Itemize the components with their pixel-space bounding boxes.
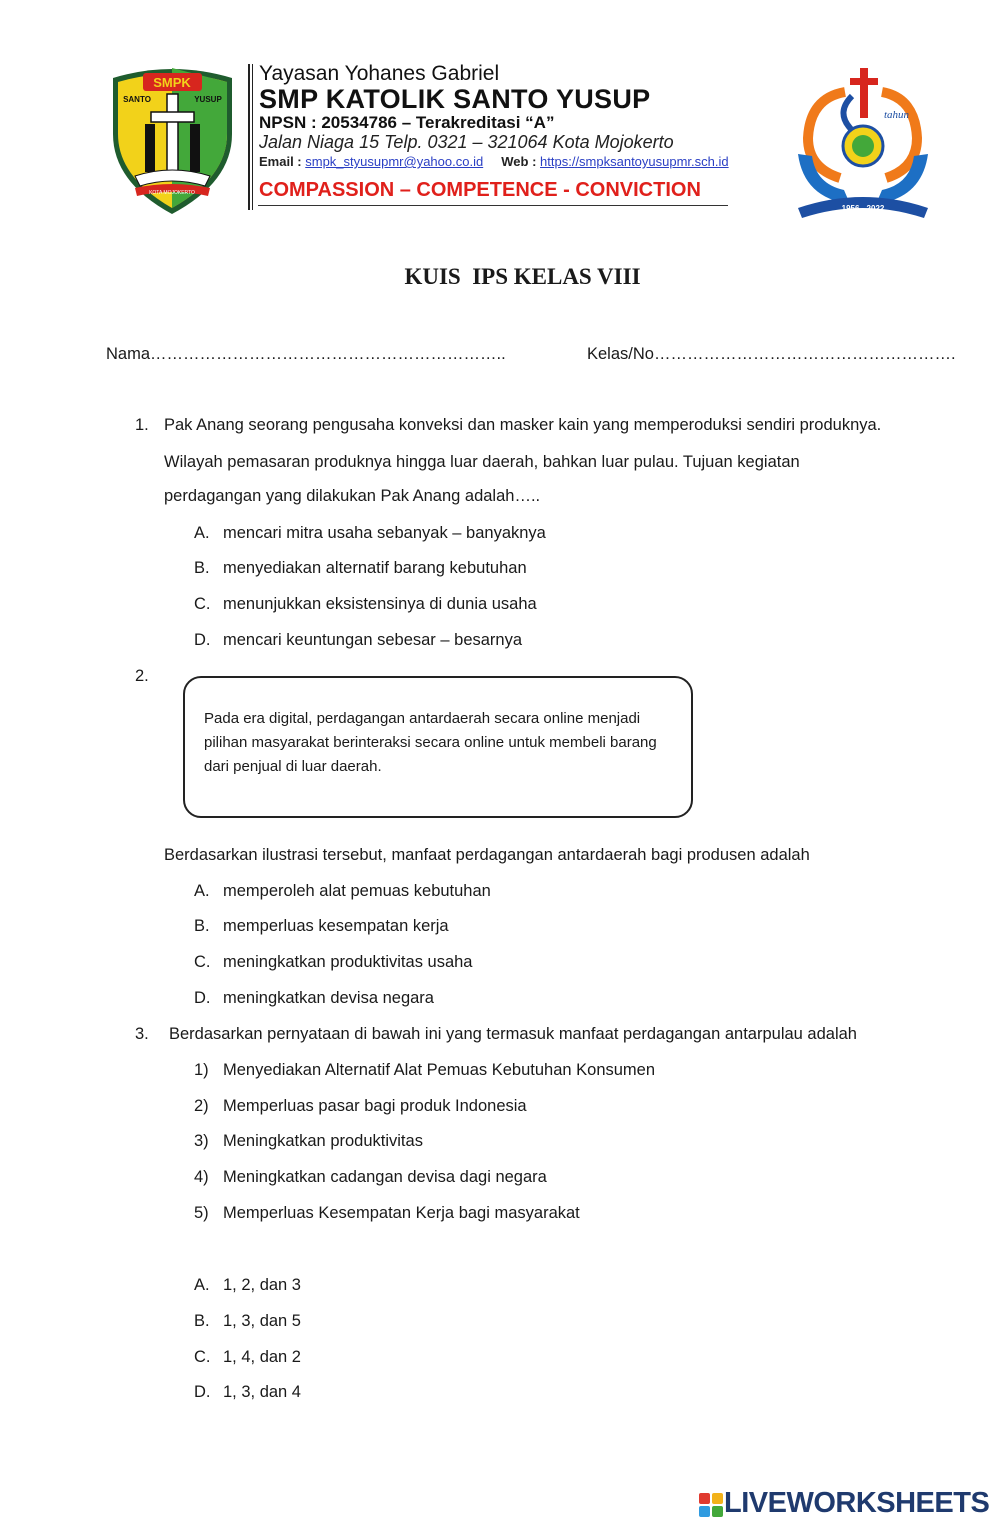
question-2-option-b-label[interactable]: B.: [194, 917, 210, 935]
statement-3: Meningkatkan produktivitas: [223, 1132, 423, 1150]
question-2-option-d[interactable]: meningkatkan devisa negara: [223, 989, 434, 1007]
question-1-line-3: perdagangan yang dilakukan Pak Anang adalah…..: [164, 487, 541, 505]
email-link[interactable]: smpk_styusupmr@yahoo.co.id: [305, 154, 484, 169]
class-number-field[interactable]: Kelas/No……………………………………………….: [587, 345, 956, 363]
statement-4-label: 4): [194, 1168, 209, 1186]
quiz-title: KUIS IPS KELAS VIII: [404, 264, 641, 289]
question-2-number: 2.: [135, 667, 149, 685]
crest-text: SMPK: [153, 75, 191, 90]
question-3-option-d-label[interactable]: D.: [194, 1383, 211, 1401]
web-link[interactable]: https://smpksantoyusupmr.sch.id: [540, 154, 729, 169]
question-2-option-a-label[interactable]: A.: [194, 882, 210, 900]
statement-2: Memperluas pasar bagi produk Indonesia: [223, 1097, 527, 1115]
question-1-option-c[interactable]: menunjukkan eksistensinya di dunia usaha: [223, 595, 537, 613]
statement-2-label: 2): [194, 1097, 209, 1115]
statement-1: Menyediakan Alternatif Alat Pemuas Kebutuhan Konsumen: [223, 1061, 656, 1079]
letterhead-divider: [248, 64, 250, 210]
school-motto: COMPASSION – COMPETENCE - CONVICTION: [259, 179, 701, 201]
foundation-name: Yayasan Yohanes Gabriel: [259, 62, 500, 85]
liveworksheets-brand[interactable]: LIVEWORKSHEETS: [724, 1487, 990, 1519]
question-3-prompt: Berdasarkan pernyataan di bawah ini yang termasuk manfaat perdagangan antarpulau adalah: [169, 1025, 857, 1043]
statement-1-label: 1): [194, 1061, 209, 1079]
question-1-option-b-label[interactable]: B.: [194, 559, 210, 577]
crest-right-text: YUSUP: [194, 95, 222, 104]
question-1-line-1: Pak Anang seorang pengusaha konveksi dan masker kain yang memperoduksi sendiri produknya.: [164, 416, 882, 434]
question-1-number: 1.: [135, 416, 149, 434]
name-field[interactable]: Nama………………………………………………………..: [106, 345, 506, 363]
question-2-option-c-label[interactable]: C.: [194, 953, 211, 971]
question-1-option-d-label[interactable]: D.: [194, 631, 211, 649]
anniversary-years: 1956 - 2022: [841, 204, 885, 213]
question-1-line-2: Wilayah pemasaran produknya hingga luar daerah, bahkan luar pulau. Tujuan kegiatan: [164, 453, 800, 471]
statement-3-label: 3): [194, 1132, 209, 1150]
school-npsn: NPSN : 20534786 – Terakreditasi “A”: [259, 113, 555, 132]
question-2-option-d-label[interactable]: D.: [194, 989, 211, 1007]
question-3-option-a[interactable]: 1, 2, dan 3: [223, 1276, 301, 1294]
question-1-option-a-label[interactable]: A.: [194, 524, 210, 542]
question-3-option-c-label[interactable]: C.: [194, 1348, 211, 1366]
crest-left-text: SANTO: [123, 95, 151, 104]
question-2-option-b[interactable]: memperluas kesempatan kerja: [223, 917, 449, 935]
crest-ribbon-text: KOTA MOJOKERTO: [149, 190, 195, 196]
statement-5: Memperluas Kesempatan Kerja bagi masyarakat: [223, 1204, 580, 1222]
school-address: Jalan Niaga 15 Telp. 0321 – 321064 Kota Mojokerto: [259, 132, 674, 152]
question-3-number: 3.: [135, 1025, 149, 1043]
school-contact: [259, 154, 729, 169]
anniversary-logo: [790, 58, 936, 220]
question-3-option-b[interactable]: 1, 3, dan 5: [223, 1312, 301, 1330]
question-1-option-c-label[interactable]: C.: [194, 595, 211, 613]
question-2-option-c[interactable]: meningkatkan produktivitas usaha: [223, 953, 473, 971]
school-crest-logo: [105, 64, 240, 216]
liveworksheets-icon: [698, 1492, 724, 1518]
question-2-option-a[interactable]: memperoleh alat pemuas kebutuhan: [223, 882, 491, 900]
case-illustration-text: Pada era digital, perdagangan antardaerah secara online menjadi pilihan masyarakat berinteraksi secara online untuk membeli barang dari penjual di luar daerah.: [204, 710, 657, 775]
statement-4: Meningkatkan cadangan devisa dagi negara: [223, 1168, 547, 1186]
question-3-option-c[interactable]: 1, 4, dan 2: [223, 1348, 301, 1366]
school-name: SMP KATOLIK SANTO YUSUP: [259, 84, 651, 114]
question-1-option-b[interactable]: menyediakan alternatif barang kebutuhan: [223, 559, 527, 577]
web-label: Web :: [501, 154, 537, 169]
motto-underline: [258, 205, 728, 206]
letterhead-divider-thin: [252, 64, 253, 210]
question-1-option-a[interactable]: mencari mitra usaha sebanyak – banyaknya: [223, 524, 546, 542]
question-3-option-a-label[interactable]: A.: [194, 1276, 210, 1294]
statement-5-label: 5): [194, 1204, 209, 1222]
email-label: Email :: [259, 154, 302, 169]
question-1-option-d[interactable]: mencari keuntungan sebesar – besarnya: [223, 631, 523, 649]
question-2-prompt: Berdasarkan ilustrasi tersebut, manfaat perdagangan antardaerah bagi produsen adalah: [164, 846, 810, 864]
question-3-option-d[interactable]: 1, 3, dan 4: [223, 1383, 301, 1401]
anniversary-word: tahun: [884, 109, 910, 121]
question-3-option-b-label[interactable]: B.: [194, 1312, 210, 1330]
